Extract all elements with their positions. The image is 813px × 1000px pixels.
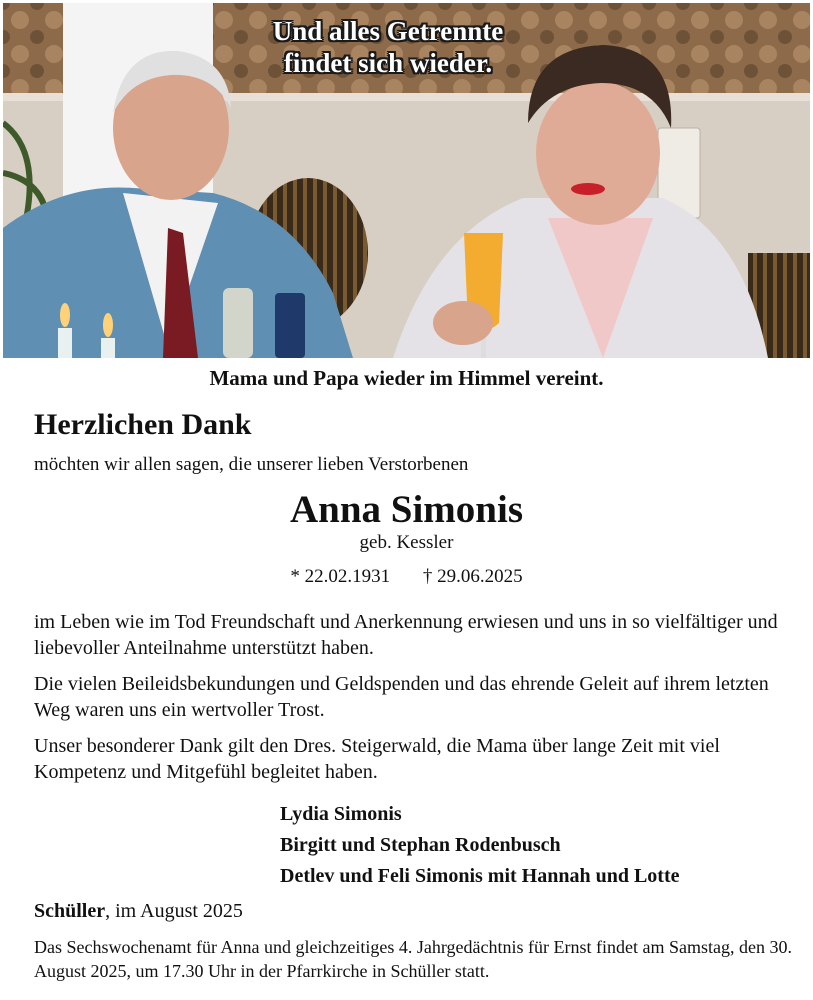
deceased-name: Anna Simonis (289, 488, 523, 531)
caption-line-1: Und alles Getrennte (272, 16, 504, 46)
photo-caption (3, 15, 773, 79)
signer: Detlev und Feli Simonis mit Hannah und Lotte (280, 865, 680, 887)
paragraph-3: Unser besonderer Dank gilt den Dres. Steigerwald, die Mama über lange Zeit mit viel Kompetenz und Mitgefühl begleitet haben. (34, 735, 720, 783)
place-date (34, 900, 243, 923)
place-town: Schüller (34, 900, 106, 922)
signer: Lydia Simonis (280, 803, 402, 825)
place-date-text: , im August 2025 (105, 900, 243, 922)
photo-subtitle: Mama und Papa wieder im Himmel vereint. (209, 366, 604, 390)
signers-list (280, 799, 680, 892)
intro-text: möchten wir allen sagen, die unserer lieben Verstorbenen (34, 454, 469, 475)
caption-line-2: findet sich wieder. (283, 48, 493, 78)
life-dates (0, 566, 813, 588)
signer: Birgitt und Stephan Rodenbusch (280, 834, 561, 856)
birth-date: * 22.02.1931 (290, 566, 391, 587)
maiden-name: geb. Kessler (359, 532, 454, 553)
couple-photo (3, 3, 810, 358)
paragraph-2: Die vielen Beileidsbekundungen und Geldspenden und das ehrende Geleit auf ihrem letzten Weg waren uns ein wertvoller Trost. (34, 673, 769, 721)
memorial-service-note: Das Sechswochenamt für Anna und gleichzeitiges 4. Jahrgedächtnis für Ernst findet am Samstag, den 30. August 2025, um 17.30 Uhr in der Pfarrkirche in Schüller statt. (34, 937, 792, 981)
death-date: † 29.06.2025 (422, 566, 523, 587)
thanks-heading: Herzlichen Dank (34, 408, 252, 441)
paragraph-1: im Leben wie im Tod Freundschaft und Anerkennung erwiesen und uns in so vielfältiger und liebevoller Anteilnahme unterstützt haben. (34, 611, 778, 659)
